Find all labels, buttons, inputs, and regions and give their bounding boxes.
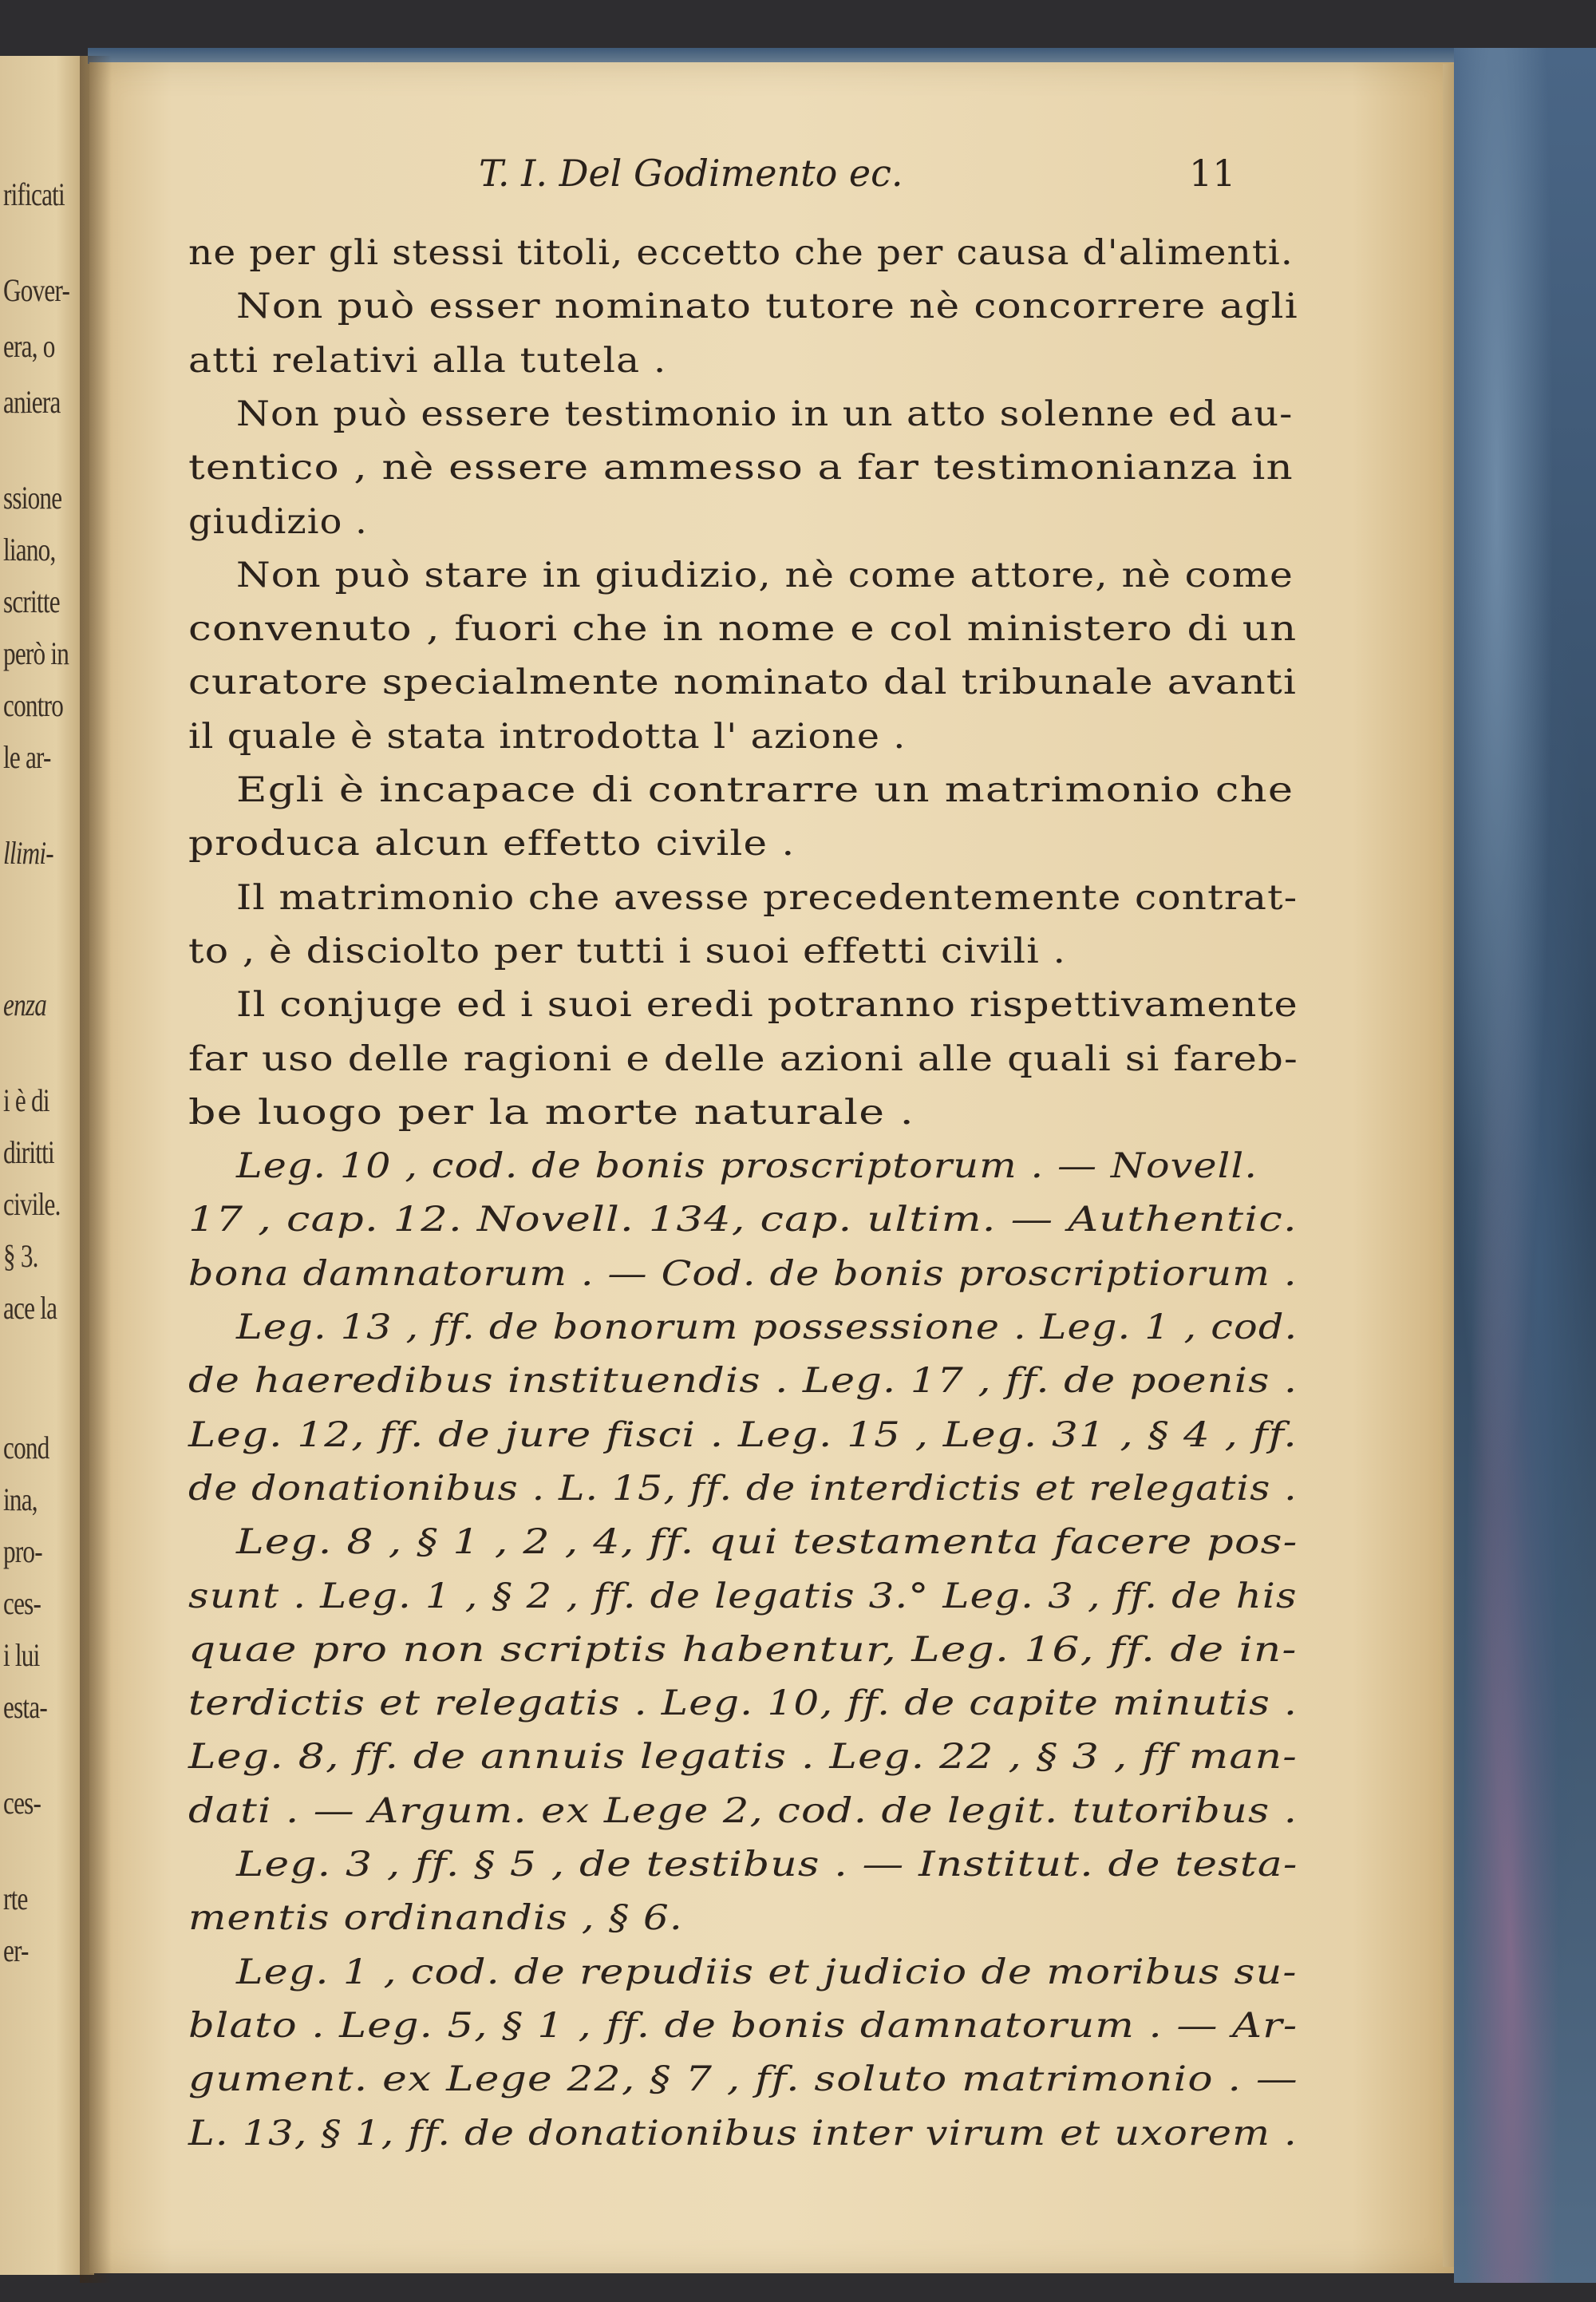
- body-line: dati . — Argum. ex Lege 2, cod. de legit. tutoribus .: [188, 1791, 1298, 1831]
- body-line: de haeredibus instituendis . Leg. 17 , ff. de poenis .: [188, 1361, 1298, 1401]
- left-page-fragment: er-: [3, 1932, 29, 1968]
- left-page-fragment: le ar-: [3, 739, 51, 775]
- left-page-fragment: pro-: [3, 1533, 42, 1569]
- body-line: be luogo per la morte naturale .: [188, 1093, 915, 1133]
- body-line: Leg. 3 , ff. § 5 , de testibus . — Institut. de testa-: [236, 1845, 1298, 1885]
- body-line: mentis ordinandis , § 6.: [188, 1898, 683, 1938]
- page-header: [479, 152, 1277, 208]
- body-line: convenuto , fuori che in nome e col ministero di un: [188, 609, 1298, 649]
- body-line: terdictis et relegatis . Leg. 10, ff. de capite minutis .: [188, 1683, 1298, 1723]
- body-line: curatore specialmente nominato dal tribunale avanti: [188, 663, 1298, 702]
- body-line: Leg. 8 , § 1 , 2 , 4, ff. qui testamenta facere pos-: [236, 1522, 1298, 1562]
- body-line: atti relativi alla tutela .: [188, 341, 667, 381]
- body-line: Leg. 1 , cod. de repudiis et judicio de moribus su-: [236, 1952, 1298, 1992]
- left-page-fragment: però in: [3, 635, 69, 671]
- body-line: Non può stare in giudizio, nè come attore, nè come: [236, 556, 1294, 595]
- body-line: to , è disciolto per tutti i suoi effetti civili .: [188, 931, 1067, 971]
- left-page-fragment: ssione: [3, 480, 62, 516]
- body-line: Leg. 8, ff. de annuis legatis . Leg. 22 , § 3 , ff man-: [188, 1737, 1298, 1777]
- left-page-fragment: rte: [3, 1881, 28, 1916]
- body-line: tentico , nè essere ammesso a far testimonianza in: [188, 448, 1294, 488]
- body-line: Leg. 13 , ff. de bonorum possessione . Leg. 1 , cod.: [236, 1307, 1298, 1347]
- left-page-fragment: i è di: [3, 1082, 49, 1118]
- body-line: Il matrimonio che avesse precedentemente contrat-: [236, 878, 1298, 918]
- left-page-fragment: contro: [3, 687, 64, 723]
- left-page-fragment: liano,: [3, 532, 56, 568]
- body-line: produca alcun effetto civile .: [188, 824, 796, 864]
- body-line: Il conjuge ed i suoi eredi potranno rispettivamente: [236, 985, 1298, 1025]
- body-line: Leg. 12, ff. de jure fisci . Leg. 15 , Leg. 31 , § 4 , ff.: [188, 1415, 1298, 1455]
- body-line: ne per gli stessi titoli, eccetto che per causa d'alimenti.: [188, 233, 1294, 273]
- body-line: 17 , cap. 12. Novell. 134, cap. ultim. — Authentic.: [188, 1200, 1298, 1240]
- left-page-fragment: civile.: [3, 1186, 61, 1222]
- book-top-edge: [88, 48, 1460, 64]
- body-line: blato . Leg. 5, § 1 , ff. de bonis damnatorum . — Ar-: [188, 2006, 1298, 2046]
- left-page-fragment: aniera: [3, 384, 61, 420]
- left-page-fragment: ces-: [3, 1785, 41, 1821]
- running-title: T. I. Del Godimento ec.: [479, 152, 903, 195]
- left-page-fragment: rificati: [3, 176, 65, 212]
- page-gutter-shadow: [80, 56, 112, 2283]
- left-page-fragment: scritte: [3, 583, 60, 619]
- body-line: Non può esser nominato tutore nè concorrere agli: [236, 287, 1298, 326]
- marbled-cover-board: [1454, 48, 1596, 2283]
- left-page-fragment: era, o: [3, 328, 55, 364]
- body-line: Egli è incapace di contrarre un matrimonio che: [236, 770, 1294, 810]
- body-line: quae pro non scriptis habentur, Leg. 16, ff. de in-: [188, 1630, 1298, 1670]
- body-line: bona damnatorum . — Cod. de bonis proscriptiorum .: [188, 1254, 1298, 1294]
- body-line: il quale è stata introdotta l' azione .: [188, 717, 907, 757]
- body-line: giudizio .: [188, 502, 368, 542]
- left-page-fragment: § 3.: [3, 1238, 38, 1274]
- left-page-fragment: llimi-: [3, 835, 53, 871]
- left-page-fragment: ces-: [3, 1585, 41, 1621]
- page-number: 11: [1189, 152, 1236, 195]
- left-page-fragment: esta-: [3, 1689, 48, 1725]
- left-page-fragment: Gover-: [3, 272, 70, 308]
- left-page-fragment: cond: [3, 1430, 49, 1465]
- left-page-fragment: enza: [3, 987, 47, 1022]
- left-page-fragment: ace la: [3, 1290, 57, 1326]
- body-line: L. 13, § 1, ff. de donationibus inter virum et uxorem .: [188, 2114, 1298, 2154]
- body-line: far uso delle ragioni e delle azioni alle quali si fareb-: [188, 1039, 1298, 1079]
- left-page-fragment: i lui: [3, 1637, 40, 1673]
- body-line: de donationibus . L. 15, ff. de interdictis et relegatis .: [188, 1469, 1298, 1509]
- body-line: gument. ex Lege 22, § 7 , ff. soluto matrimonio . —: [188, 2059, 1298, 2099]
- left-page-fragment: ina,: [3, 1481, 38, 1517]
- left-page-fragment: diritti: [3, 1134, 54, 1170]
- body-line: Non può essere testimonio in un atto solenne ed au-: [236, 394, 1294, 434]
- body-line: Leg. 10 , cod. de bonis proscriptorum . — Novell.: [236, 1146, 1258, 1186]
- body-line: sunt . Leg. 1 , § 2 , ff. de legatis 3.° Leg. 3 , ff. de his: [188, 1576, 1298, 1616]
